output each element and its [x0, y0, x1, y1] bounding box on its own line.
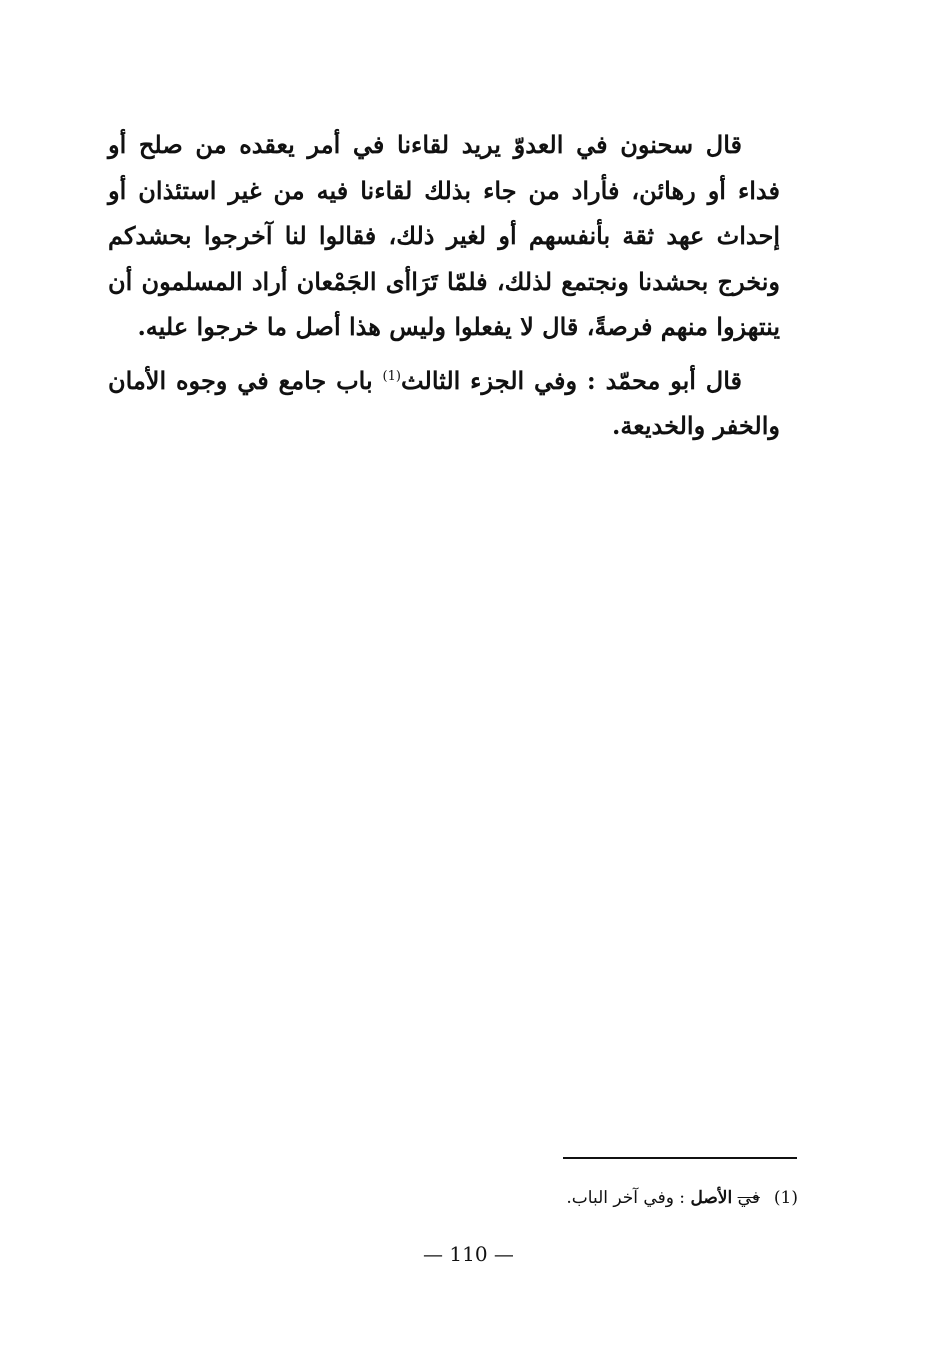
footnote-number: (1): [773, 1188, 798, 1208]
footnote-text: : وفي آخر الباب.: [566, 1188, 691, 1208]
footnote-divider: [563, 1157, 797, 1159]
footnote-reference[interactable]: (1): [382, 368, 401, 384]
page-number: — 110 —: [423, 1242, 514, 1266]
footnote-bold-word: الأصل: [690, 1188, 733, 1208]
footnote-struck-word: في: [737, 1188, 760, 1208]
paragraph-text-before-note: قال أبو محمّد : وفي الجزء الثالث: [400, 365, 742, 395]
main-text: [108, 122, 780, 449]
paragraph-abu-muhammad: [108, 358, 780, 449]
paragraph-text-after-note: باب جامع في وجوه الأمان والخفر والخديعة.: [108, 365, 780, 440]
paragraph-sahnun: قال سحنون في العدوّ يريد لقاءنا في أمر يعقده من صلح أو فداء أو رهائن، فأراد من جاء بذلك لقاءنا فيه من غير استئذان أو إحداث عهد ثقة بأنفسهم أو لغير ذلك، فقالوا لنا آخرجوا بحشدكم ونخرج بحشدنا ونجتمع لذلك، فلمّا تَرَاأى الجَمْعان أراد المسلمون أن ينتهزوا منهم فرصةً، قال لا يفعلوا وليس هذا أصل ما خرجوا عليه.: [108, 130, 780, 341]
footnote: [440, 1184, 798, 1212]
